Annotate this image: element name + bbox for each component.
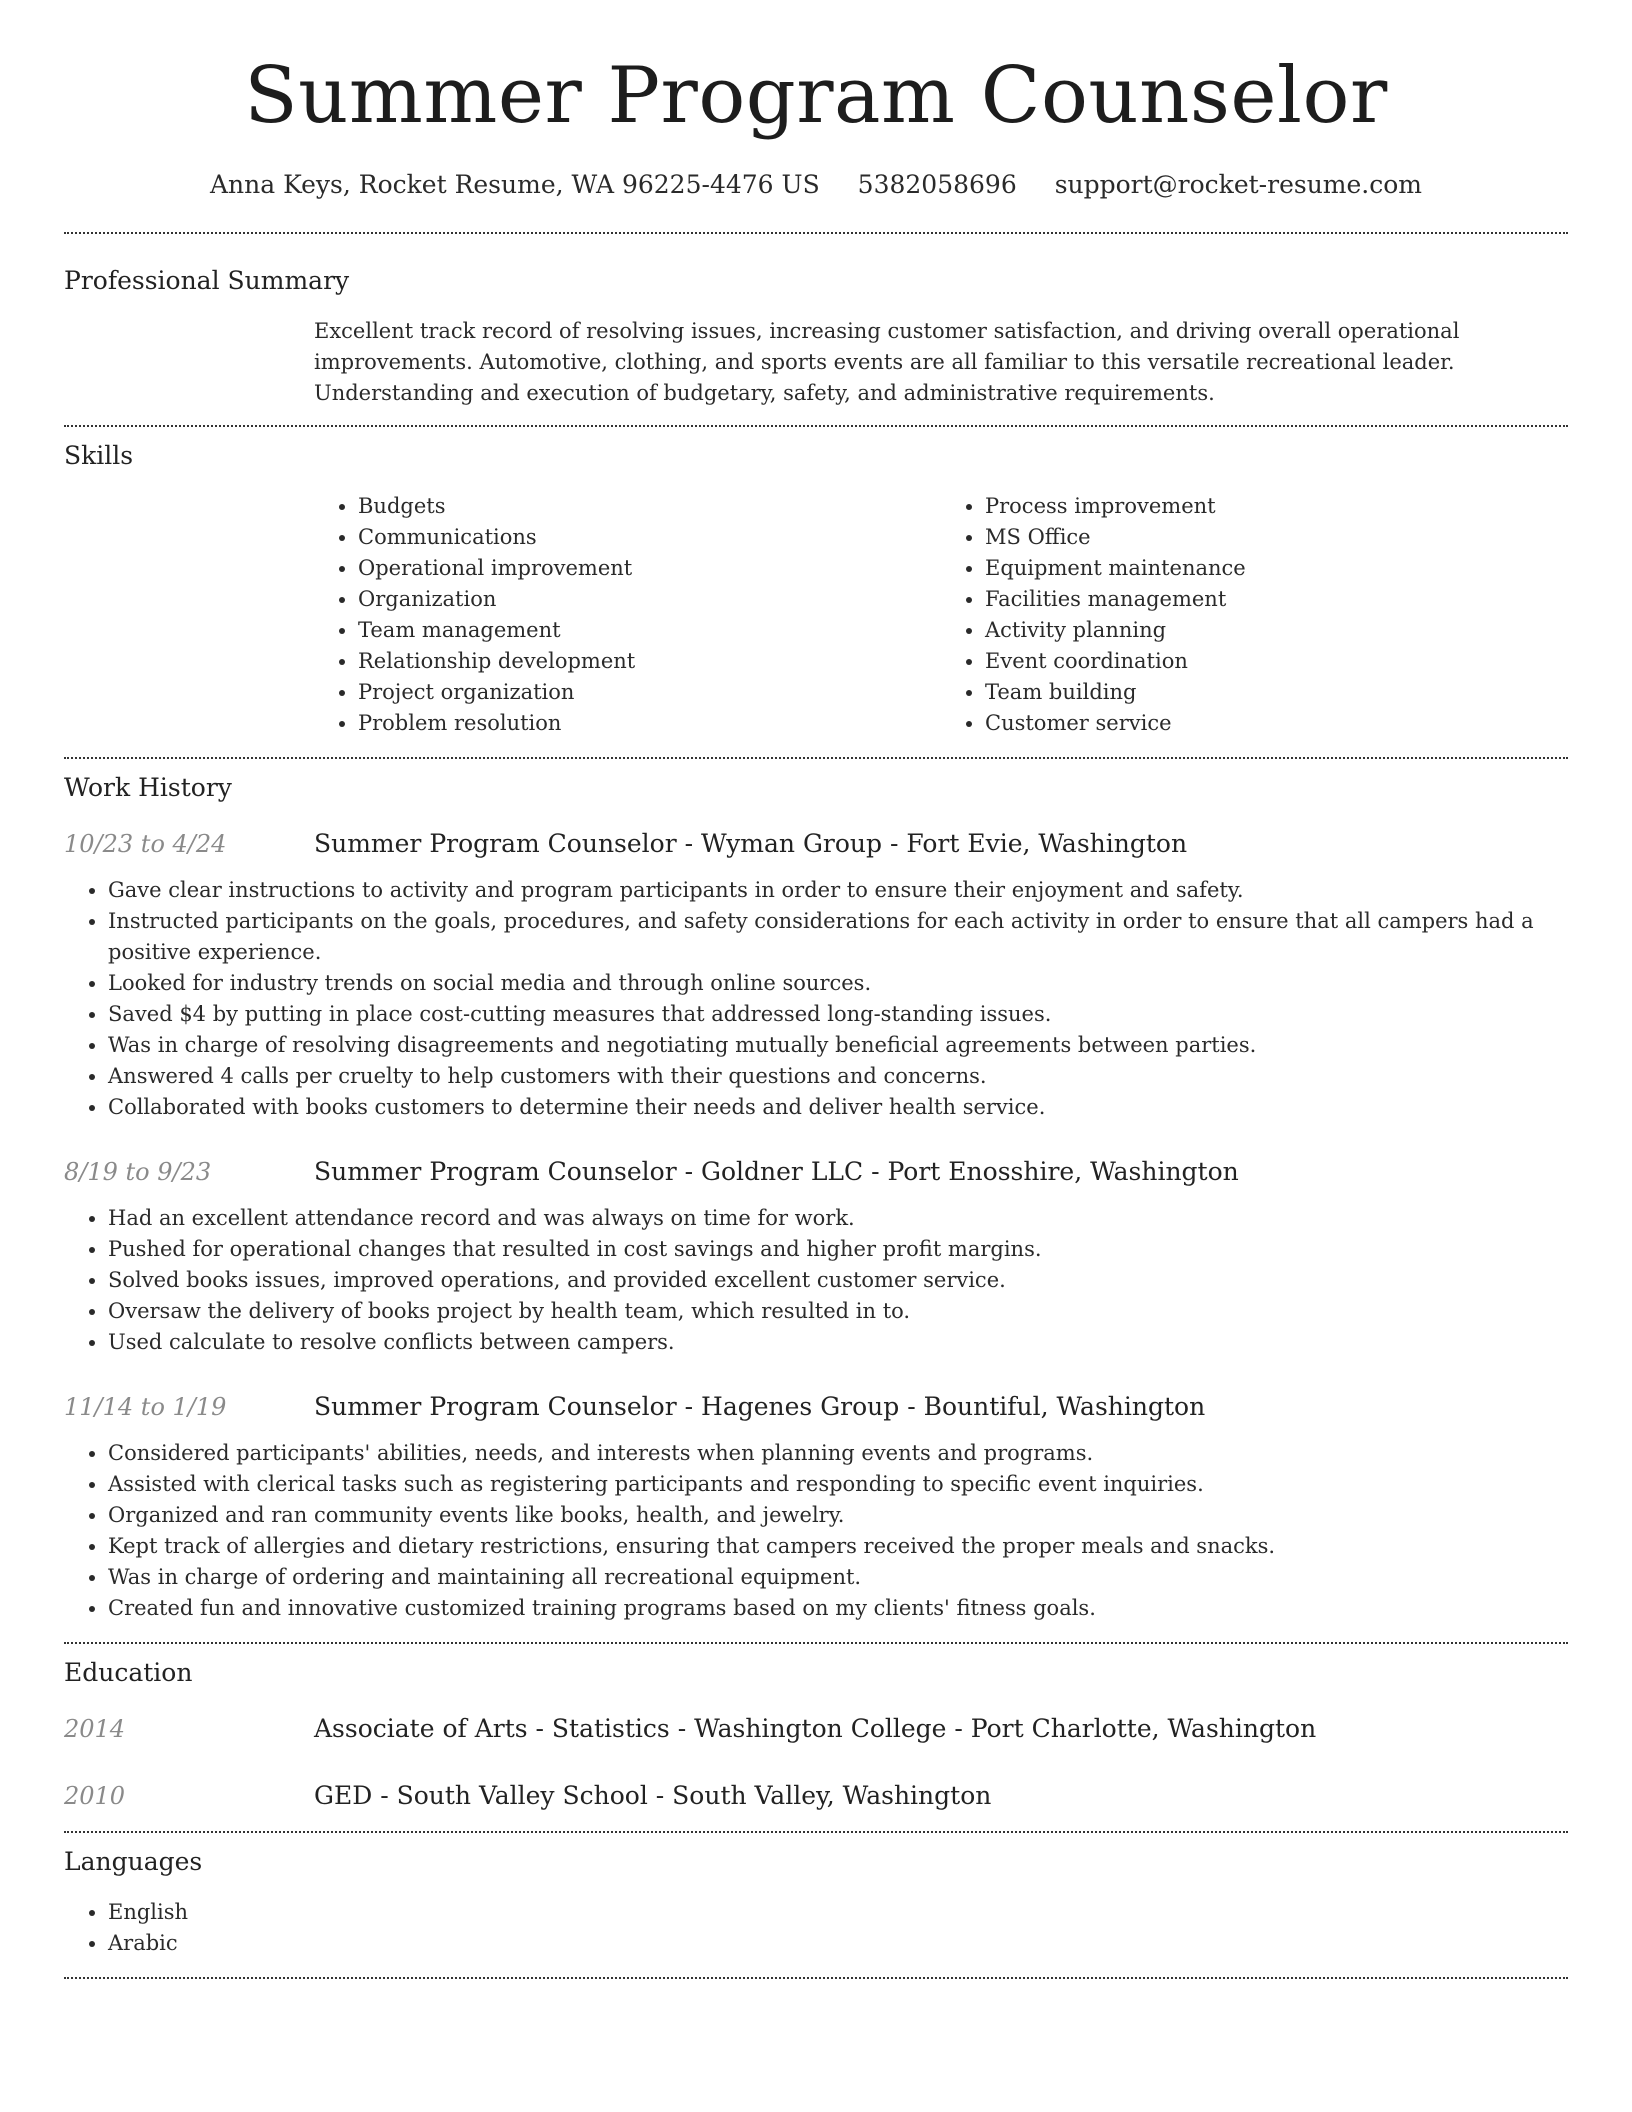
skill-item: • Event coordination — [985, 646, 1568, 677]
languages-list — [64, 1897, 1568, 1959]
skill-item: • Team building — [985, 677, 1568, 708]
languages-heading: Languages — [64, 1847, 203, 1876]
skills-list-right — [941, 491, 1568, 739]
job-duty: • Collaborated with books customers to determine their needs and deliver health service. — [108, 1092, 1568, 1123]
skill-item: • Relationship development — [358, 646, 941, 677]
skill-item: • Activity planning — [985, 615, 1568, 646]
job-duty: • Looked for industry trends on social media and through online sources. — [108, 968, 1568, 999]
skill-item: • Equipment maintenance — [985, 553, 1568, 584]
skill-item: • Facilities management — [985, 584, 1568, 615]
job-duty: • Was in charge of resolving disagreements and negotiating mutually beneficial agreements between parties. — [108, 1030, 1568, 1061]
section-divider — [64, 1977, 1568, 1979]
job-duty: • Solved books issues, improved operations, and provided excellent customer service. — [108, 1265, 1568, 1296]
education-title: GED - South Valley School - South Valley, Washington — [314, 1781, 992, 1810]
education-title: Associate of Arts - Statistics - Washington College - Port Charlotte, Washington — [314, 1714, 1317, 1743]
summary-section — [64, 234, 1568, 409]
job-dates: 10/23 to 4/24 — [64, 830, 227, 858]
skill-item: • Customer service — [985, 708, 1568, 739]
skill-item: • Budgets — [358, 491, 941, 522]
contact-address: Anna Keys, Rocket Resume, WA 96225-4476 US — [210, 170, 820, 199]
job-duty: • Considered participants' abilities, needs, and interests when planning events and programs. — [108, 1438, 1568, 1469]
education-entry — [64, 1779, 1568, 1813]
job-entry — [64, 1155, 1568, 1358]
education-section — [64, 1644, 1568, 1813]
job-duty: • Instructed participants on the goals, procedures, and safety considerations for each activity in order to ensure that all campers had a positive experience. — [108, 906, 1568, 968]
skill-item: • MS Office — [985, 522, 1568, 553]
contact-line — [64, 168, 1568, 202]
skills-list-left — [314, 491, 941, 739]
job-duty: • Kept track of allergies and dietary restrictions, ensuring that campers received the proper meals and snacks. — [108, 1531, 1568, 1562]
skill-item: • Operational improvement — [358, 553, 941, 584]
job-duties — [64, 875, 1568, 1123]
skills-section — [64, 427, 1568, 739]
skill-item: • Problem resolution — [358, 708, 941, 739]
job-duty: • Had an excellent attendance record and was always on time for work. — [108, 1203, 1568, 1234]
skills-columns — [314, 491, 1568, 739]
job-duties — [64, 1203, 1568, 1358]
job-duties — [64, 1438, 1568, 1624]
job-duty: • Saved $4 by putting in place cost-cutting measures that addressed long-standing issues. — [108, 999, 1568, 1030]
job-duty: • Pushed for operational changes that resulted in cost savings and higher profit margins. — [108, 1234, 1568, 1265]
job-entry — [64, 1390, 1568, 1624]
skill-item: • Organization — [358, 584, 941, 615]
job-header — [64, 827, 1568, 861]
language-item: • Arabic — [108, 1928, 1568, 1959]
resume-title: Summer Program Counselor — [244, 51, 1388, 141]
education-entry — [64, 1712, 1568, 1746]
job-duty: • Assisted with clerical tasks such as registering participants and responding to specific event inquiries. — [108, 1469, 1568, 1500]
resume-header — [64, 0, 1568, 202]
skill-item: • Team management — [358, 615, 941, 646]
job-duty: • Organized and ran community events like books, health, and jewelry. — [108, 1500, 1568, 1531]
job-header — [64, 1390, 1568, 1424]
work-history-heading: Work History — [64, 773, 232, 802]
job-header — [64, 1155, 1568, 1189]
skills-heading: Skills — [64, 441, 134, 470]
education-year: 2014 — [64, 1715, 126, 1743]
job-duty: • Answered 4 calls per cruelty to help customers with their questions and concerns. — [108, 1061, 1568, 1092]
job-duty: • Created fun and innovative customized training programs based on my clients' fitness goals. — [108, 1593, 1568, 1624]
skill-item: • Communications — [358, 522, 941, 553]
job-duty: • Was in charge of ordering and maintaining all recreational equipment. — [108, 1562, 1568, 1593]
education-heading: Education — [64, 1658, 193, 1687]
summary-text: Excellent track record of resolving issues, increasing customer satisfaction, and driving overall operational improvements. Automotive, clothing, and sports events are all familiar to this versatile recreational leader. Understanding and execution of budgetary, safety, and administrative requirements. — [314, 319, 1460, 405]
job-entry — [64, 827, 1568, 1123]
contact-email: support@rocket-resume.com — [1054, 170, 1422, 199]
language-item: • English — [108, 1897, 1568, 1928]
job-duty: • Oversaw the delivery of books project by health team, which resulted in to. — [108, 1296, 1568, 1327]
job-dates: 11/14 to 1/19 — [64, 1393, 227, 1421]
job-title: Summer Program Counselor - Hagenes Group - Bountiful, Washington — [314, 1392, 1206, 1421]
skill-item: • Project organization — [358, 677, 941, 708]
contact-phone: 5382058696 — [857, 170, 1017, 199]
job-duty: • Used calculate to resolve conflicts between campers. — [108, 1327, 1568, 1358]
job-title: Summer Program Counselor - Wyman Group - Fort Evie, Washington — [314, 829, 1188, 858]
skill-item: • Process improvement — [985, 491, 1568, 522]
job-duty: • Gave clear instructions to activity and program participants in order to ensure their enjoyment and safety. — [108, 875, 1568, 906]
job-title: Summer Program Counselor - Goldner LLC - Port Enosshire, Washington — [314, 1157, 1239, 1186]
job-dates: 8/19 to 9/23 — [64, 1158, 212, 1186]
languages-section — [64, 1833, 1568, 1959]
education-year: 2010 — [64, 1782, 126, 1810]
work-history-section — [64, 759, 1568, 1624]
summary-heading: Professional Summary — [64, 266, 350, 295]
